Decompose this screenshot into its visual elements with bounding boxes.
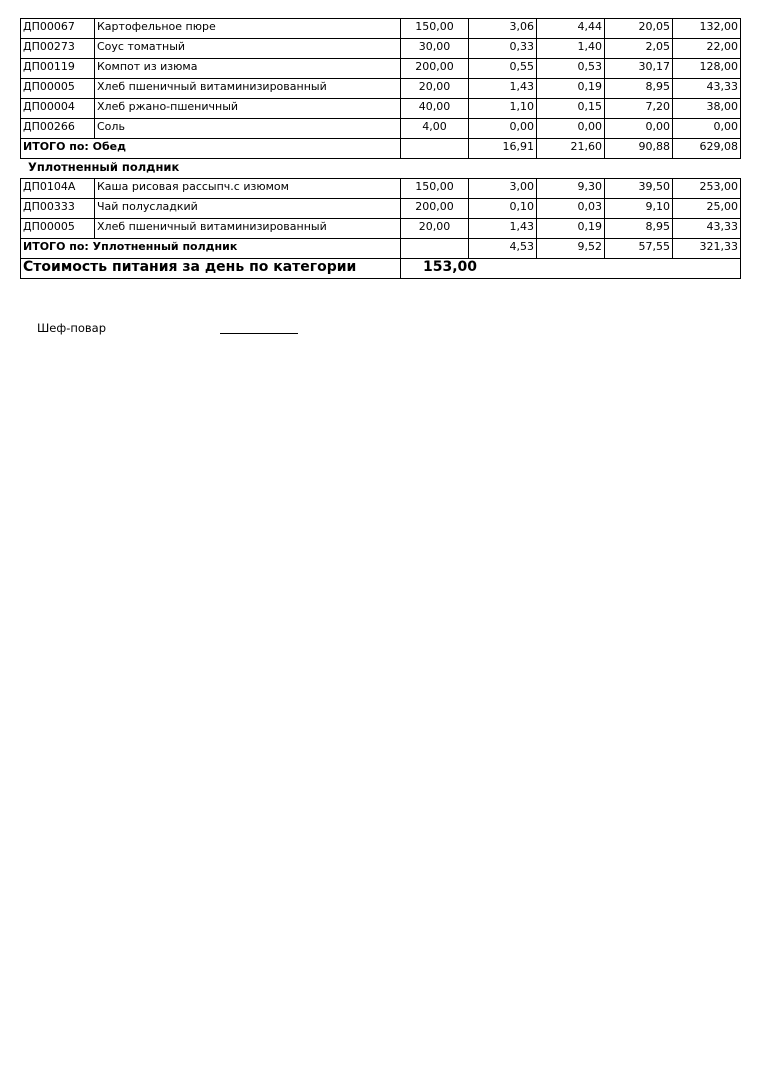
day-cost-value: 153,00 — [401, 259, 741, 279]
cell-portion: 20,00 — [401, 219, 469, 239]
cell-portion: 4,00 — [401, 119, 469, 139]
total-label: ИТОГО по: Уплотненный полдник — [21, 239, 401, 259]
cell-dish: Чай полусладкий — [95, 199, 401, 219]
total-value: 57,55 — [605, 239, 673, 259]
total-row — [21, 239, 741, 259]
cell-portion: 20,00 — [401, 79, 469, 99]
signature-line — [220, 333, 298, 334]
total-label: ИТОГО по: Обед — [21, 139, 401, 159]
cell-portion: 150,00 — [401, 19, 469, 39]
cell-fat: 0,03 — [537, 199, 605, 219]
table-row — [21, 179, 741, 199]
cell-protein: 1,10 — [469, 99, 537, 119]
cell-fat: 0,19 — [537, 79, 605, 99]
cell-dish: Соус томатный — [95, 39, 401, 59]
cell-calories: 128,00 — [673, 59, 741, 79]
cell-carbs: 20,05 — [605, 19, 673, 39]
cell-protein: 0,55 — [469, 59, 537, 79]
cell-carbs: 8,95 — [605, 219, 673, 239]
cell-dish: Компот из изюма — [95, 59, 401, 79]
cell-portion: 30,00 — [401, 39, 469, 59]
total-value: 21,60 — [537, 139, 605, 159]
cell-fat: 4,44 — [537, 19, 605, 39]
cell-carbs: 8,95 — [605, 79, 673, 99]
cell-code: ДП00005 — [21, 219, 95, 239]
table-row — [21, 199, 741, 219]
total-value: 16,91 — [469, 139, 537, 159]
cell-code: ДП00266 — [21, 119, 95, 139]
cell-portion: 200,00 — [401, 59, 469, 79]
section-title: Уплотненный полдник — [28, 160, 180, 174]
cell-dish: Хлеб пшеничный витаминизированный — [95, 79, 401, 99]
cell-portion: 150,00 — [401, 179, 469, 199]
cell-dish: Соль — [95, 119, 401, 139]
cell-calories: 0,00 — [673, 119, 741, 139]
cell-dish: Хлеб пшеничный витаминизированный — [95, 219, 401, 239]
cell-carbs: 0,00 — [605, 119, 673, 139]
snack-table — [20, 178, 741, 279]
cell-fat: 9,30 — [537, 179, 605, 199]
table-row — [21, 79, 741, 99]
cell-calories: 43,33 — [673, 79, 741, 99]
cell-calories: 132,00 — [673, 19, 741, 39]
total-value: 90,88 — [605, 139, 673, 159]
cell-portion: 200,00 — [401, 199, 469, 219]
table-row — [21, 59, 741, 79]
lunch-table — [20, 18, 741, 159]
total-value: 321,33 — [673, 239, 741, 259]
cell-fat: 0,15 — [537, 99, 605, 119]
day-cost-label: Стоимость питания за день по категории — [21, 259, 401, 279]
cell-carbs: 30,17 — [605, 59, 673, 79]
cell-calories: 253,00 — [673, 179, 741, 199]
cell-code: ДП00333 — [21, 199, 95, 219]
cell-code: ДП00004 — [21, 99, 95, 119]
cell-protein: 3,00 — [469, 179, 537, 199]
cell-calories: 43,33 — [673, 219, 741, 239]
table-row — [21, 39, 741, 59]
cell-fat: 0,19 — [537, 219, 605, 239]
cell-dish: Каша рисовая рассыпч.с изюмом — [95, 179, 401, 199]
total-row — [21, 139, 741, 159]
cell-protein: 1,43 — [469, 79, 537, 99]
cell-protein: 0,33 — [469, 39, 537, 59]
cell-calories: 38,00 — [673, 99, 741, 119]
cell-code: ДП00067 — [21, 19, 95, 39]
cell-carbs: 9,10 — [605, 199, 673, 219]
table-row — [21, 99, 741, 119]
cell-code: ДП00005 — [21, 79, 95, 99]
empty-cell — [401, 239, 469, 259]
cell-code: ДП0104А — [21, 179, 95, 199]
total-value: 629,08 — [673, 139, 741, 159]
cell-protein: 3,06 — [469, 19, 537, 39]
cell-carbs: 2,05 — [605, 39, 673, 59]
table-row — [21, 19, 741, 39]
total-value: 4,53 — [469, 239, 537, 259]
total-value: 9,52 — [537, 239, 605, 259]
cell-code: ДП00119 — [21, 59, 95, 79]
cell-protein: 0,00 — [469, 119, 537, 139]
table-row — [21, 219, 741, 239]
cell-fat: 0,00 — [537, 119, 605, 139]
cell-calories: 25,00 — [673, 199, 741, 219]
cell-dish: Хлеб ржано-пшеничный — [95, 99, 401, 119]
cell-protein: 1,43 — [469, 219, 537, 239]
cell-fat: 0,53 — [537, 59, 605, 79]
cell-dish: Картофельное пюре — [95, 19, 401, 39]
cell-fat: 1,40 — [537, 39, 605, 59]
signature-label: Шеф-повар — [37, 321, 107, 335]
empty-cell — [401, 139, 469, 159]
cell-carbs: 39,50 — [605, 179, 673, 199]
cell-carbs: 7,20 — [605, 99, 673, 119]
cell-portion: 40,00 — [401, 99, 469, 119]
cell-protein: 0,10 — [469, 199, 537, 219]
day-cost-row — [21, 259, 741, 279]
table-row — [21, 119, 741, 139]
cell-code: ДП00273 — [21, 39, 95, 59]
cell-calories: 22,00 — [673, 39, 741, 59]
